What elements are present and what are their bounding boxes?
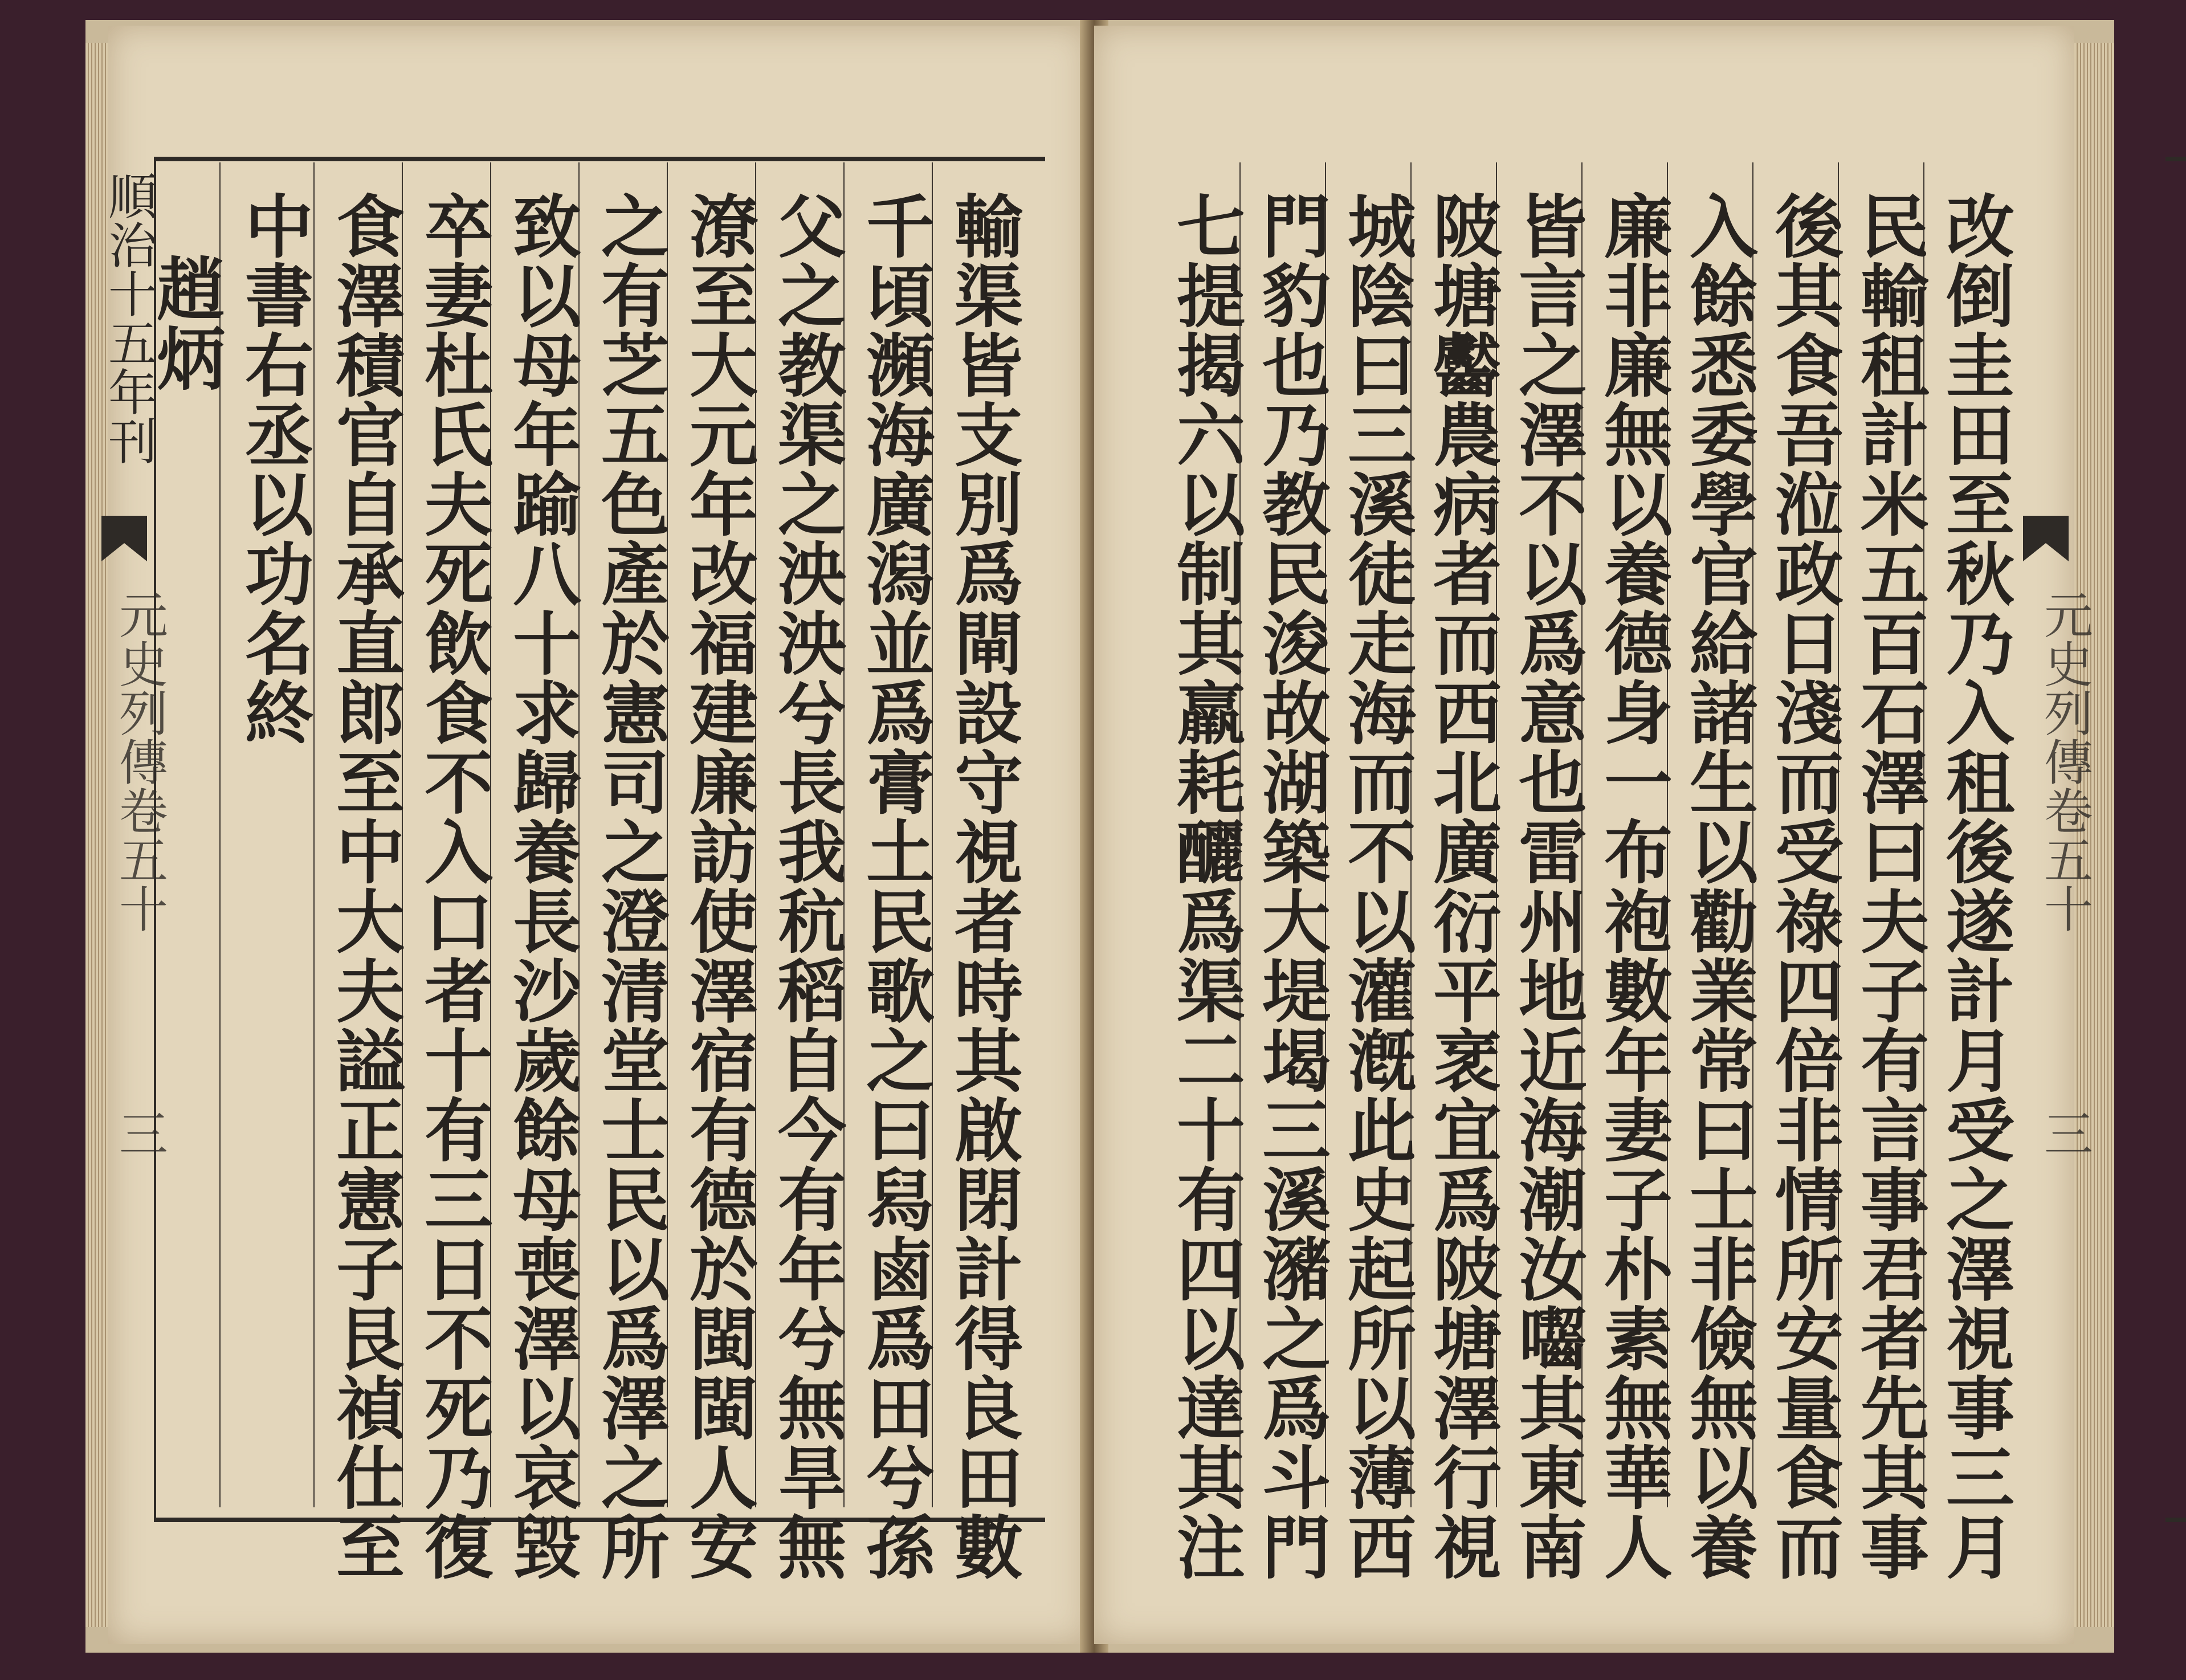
text-column: 之有芝五色產於憲司之澄清堂士民以爲澤之所 <box>590 191 670 1581</box>
book-spread <box>85 20 2114 1653</box>
text-column: 皆言之澤不以爲意也雷州地近海潮汝囓其東南 <box>1507 191 1588 1581</box>
left-margin-title: 元史列傳卷五十 <box>111 590 168 933</box>
text-column: 門豹也乃教民浚故湖築大堤堨三溪瀦之爲斗門 <box>1251 191 1331 1581</box>
right-margin-folio: 三 <box>2036 1108 2093 1157</box>
text-column: 卒妻杜氏夫死飲食不入口者十有三日不死乃復 <box>413 191 494 1581</box>
text-column: 民輸租計米五百石澤曰夫子有言事君者先其事 <box>1849 191 1930 1581</box>
left-margin-folio: 三 <box>111 1108 168 1157</box>
reign-date-label: 順治十五年刊 <box>100 171 157 465</box>
text-column: 城陰曰三溪徒走海而不以灌漑此史起所以薄西 <box>1336 191 1417 1581</box>
right-margin-title: 元史列傳卷五十 <box>2036 590 2093 933</box>
text-column: 廉非廉無以養德身一布袍數年妻子朴素無華人 <box>1593 191 1673 1581</box>
text-column: 輸渠皆支別爲閘設守視者時其啟閉計得良田數 <box>943 191 1023 1581</box>
text-column: 致以母年踰八十求歸養長沙歲餘母喪澤以哀毀 <box>501 191 582 1581</box>
text-column: 後其食吾涖政日淺而受祿四倍非情所安量食而 <box>1764 191 1844 1581</box>
text-column: 千頃瀕海廣潟並爲膏土民歌之曰舄鹵爲田兮孫 <box>855 191 935 1581</box>
text-column: 父之教渠之泱泱兮長我秔稻自今有年兮無旱無 <box>766 191 847 1581</box>
right-page-frame <box>2165 157 2186 1522</box>
text-column: 七提揭六以制其羸耗釃爲渠二十有四以達其注 <box>1165 191 1246 1581</box>
text-column: 入餘悉委學官給諸生以勸業常曰士非儉無以養 <box>1678 191 1759 1581</box>
right-page <box>1094 26 2093 1644</box>
text-column: 改倒圭田至秋乃入租後遂計月受之澤視事三月 <box>1935 191 2015 1581</box>
fishtail-mark <box>101 516 147 561</box>
text-column: 中書右丞以功名終 <box>234 191 314 747</box>
text-column: 潦至大元年改福建廉訪使澤宿有德於閩閩人安 <box>678 191 758 1581</box>
fishtail-mark <box>2023 516 2069 561</box>
biography-heading: 趙炳 <box>145 254 226 393</box>
left-page <box>100 26 1088 1644</box>
text-column: 食澤積官自承直郎至中大夫謚正憲子艮禎仕至 <box>325 191 405 1581</box>
text-column: 陂塘齾農病者而西北廣衍平衺宜爲陂塘澤行視 <box>1422 191 1502 1581</box>
